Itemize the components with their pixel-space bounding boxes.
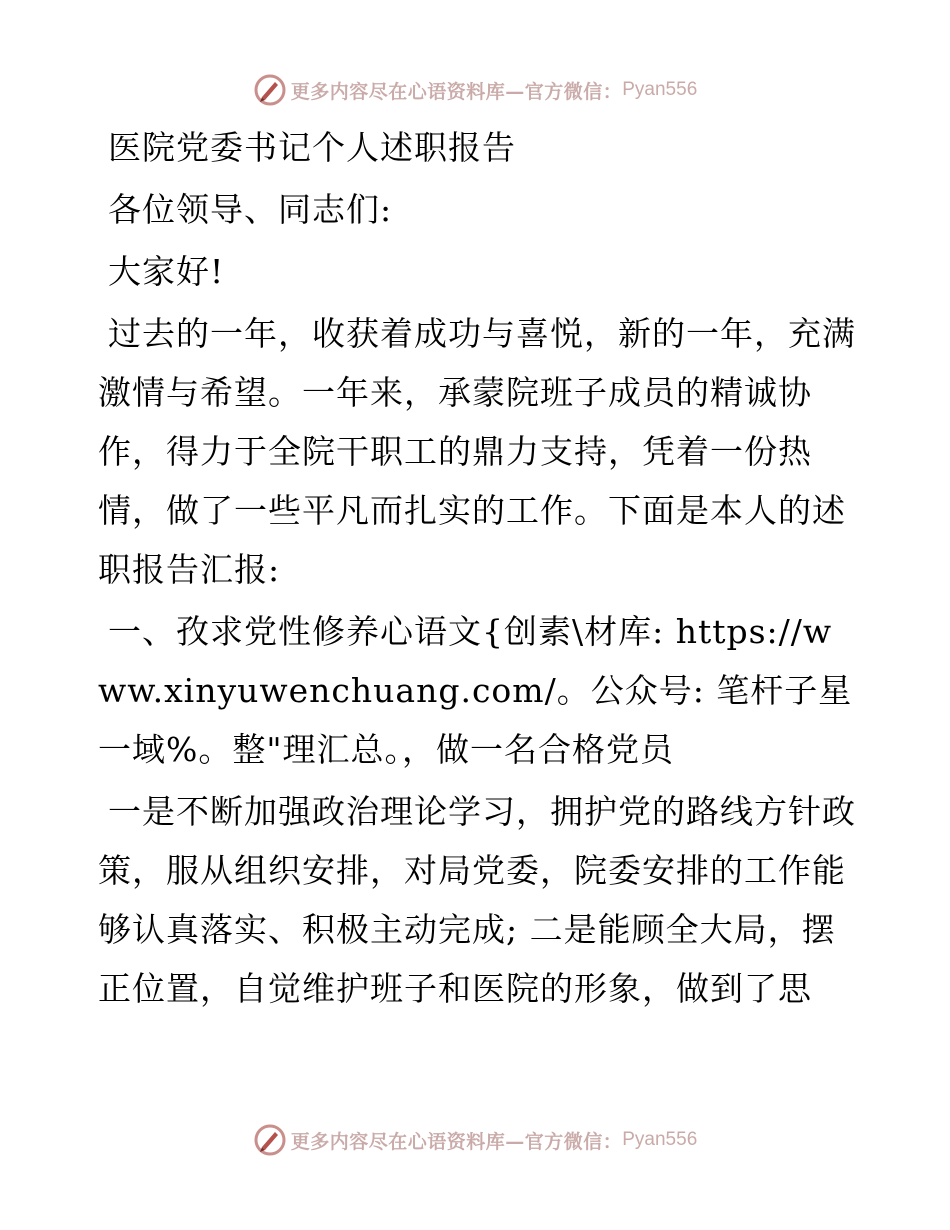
- pen-seal-icon: [253, 73, 287, 107]
- footer-watermark: [0, 1120, 950, 1160]
- paragraph-intro: 过去的一年，收获着成功与喜悦，新的一年，充满激情与希望。一年来，承蒙院班子成员的精诚协作，得力于全院干职工的鼎力支持，凭着一份热情，做了一些平凡而扎实的工作。下面是本人的述职报告汇报:: [98, 314, 856, 589]
- paragraph-section-one: 一、孜求党性修养心语文{创素\材库: https://www.xinyuwenchuang.com/。公众号: 笔杆子星一域%。整"理汇总。，做一名合格党员: [98, 612, 853, 769]
- watermark-text: 更多内容尽在心语资料库—官方微信：: [290, 1130, 623, 1153]
- document-title: 医院党委书记个人述职报告: [108, 128, 516, 167]
- greeting: 大家好!: [108, 252, 225, 291]
- pen-seal-icon: [253, 1123, 287, 1157]
- salutation: 各位领导、同志们:: [108, 190, 393, 229]
- watermark-wechat-id: Pyan556: [622, 79, 698, 100]
- watermark-wechat-id: Pyan556: [622, 1129, 698, 1150]
- paragraph-points: 一是不断加强政治理论学习，拥护党的路线方针政策，服从组织安排，对局党委，院委安排的工作能够认真落实、积极主动完成; 二是能顾全大局，摆正位置，自觉维护班子和医院的形象，做到了思: [98, 792, 856, 1008]
- document-body: [98, 118, 858, 1021]
- header-watermark: [0, 70, 950, 110]
- watermark-text: 更多内容尽在心语资料库—官方微信：: [290, 80, 623, 103]
